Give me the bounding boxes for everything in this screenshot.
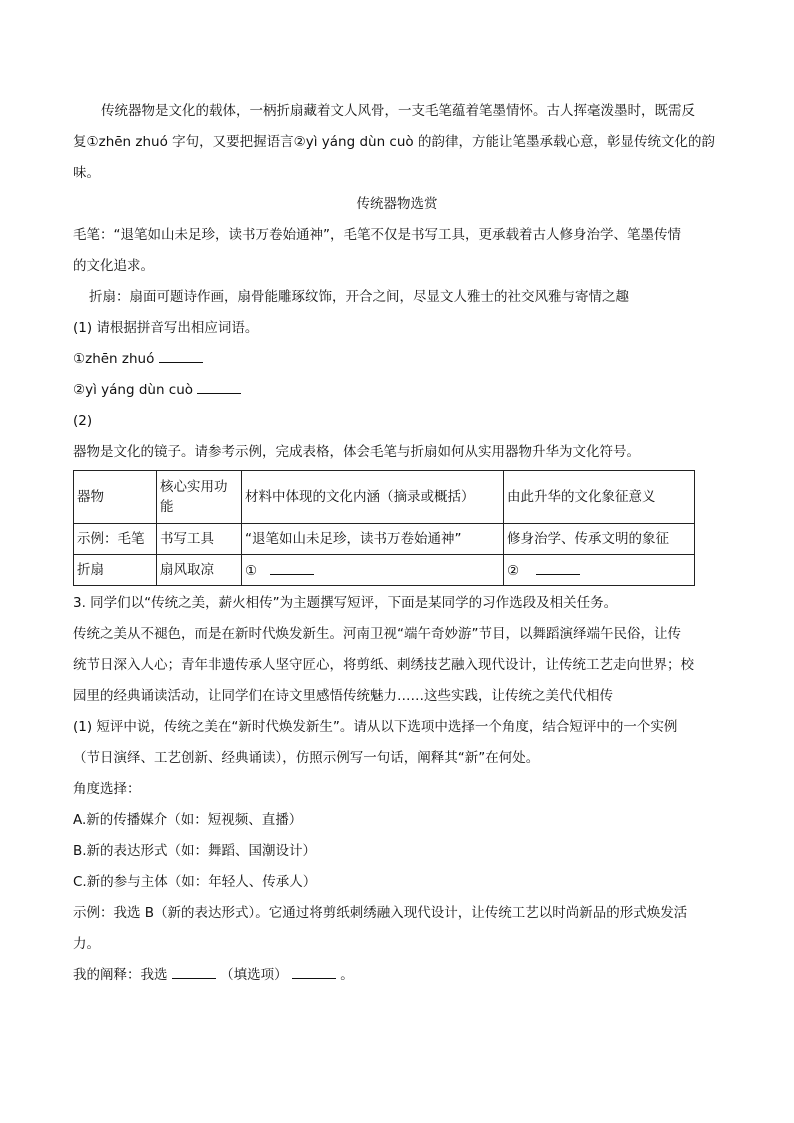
table-cell: 扇风取凉 <box>157 555 242 586</box>
brush-line-1: 毛笔：“退笔如山未足珍，读书万卷始通神”，毛笔不仅是书写工具，更承载着古人修身治学、笔墨传情 <box>73 227 681 243</box>
option-b: B.新的表达形式（如：舞蹈、国潮设计） <box>73 843 317 859</box>
table-answer-blank-2[interactable] <box>536 560 580 575</box>
q1-item-1 <box>73 344 721 375</box>
table-row <box>74 524 695 555</box>
table-row <box>74 555 695 586</box>
table-cell: 示例：毛笔 <box>74 524 157 555</box>
example-line-1: 示例：我选 B（新的表达形式）。它通过将剪纸刺绣融入现代设计，让传统工艺以时尚新品的形式焕发活 <box>73 905 688 921</box>
table-header-cell: 器物 <box>74 471 157 524</box>
answer-end: 。 <box>340 967 354 983</box>
q3-paragraph-line-1: 传统之美从不褪色，而是在新时代焕发新生。河南卫视“端午奇妙游”节目，以舞蹈演绎端午民俗，让传 <box>73 626 681 642</box>
answer-mid: （填选项） <box>220 967 288 983</box>
answer-line <box>73 960 721 991</box>
intro-line-1: 传统器物是文化的载体，一柄折扇藏着文人风骨，一支毛笔蕴着笔墨情怀。古人挥毫泼墨时，既需反 <box>101 103 695 119</box>
answer-prefix: 我的阐释：我选 <box>73 967 168 983</box>
answer-marker-2: ② <box>507 562 520 579</box>
option-a: A.新的传播媒介（如：短视频、直播） <box>73 812 303 828</box>
table-cell: 书写工具 <box>157 524 242 555</box>
table-cell: 修身治学、传承文明的象征 <box>504 524 695 555</box>
option-choice-blank[interactable] <box>172 964 216 979</box>
q1-item-1-pinyin: ①zhēn zhuó <box>73 351 155 367</box>
table-header-row <box>74 471 695 524</box>
section-title: 传统器物选赏 <box>356 196 438 212</box>
q1-item-2 <box>73 375 721 406</box>
table-cell: “退笔如山未足珍，读书万卷始通神” <box>242 524 504 555</box>
intro-line-2: 复①zhēn zhuó 字句，又要把握语言②yì yáng dùn cuò 的韵律，方能让笔墨承载心意，彰显传统文化的韵 <box>73 134 715 150</box>
answer-marker-1: ① <box>245 562 258 579</box>
q1-prompt: (1) 请根据拼音写出相应词语。 <box>73 320 259 336</box>
table-header-cell: 核心实用功能 <box>157 471 242 524</box>
q2-label: (2) <box>73 413 93 429</box>
brush-line-2: 的文化追求。 <box>73 258 154 274</box>
option-c: C.新的参与主体（如：年轻人、传承人） <box>73 874 317 890</box>
table-header-cell: 材料中体现的文化内涵（摘录或概括） <box>242 471 504 524</box>
q3-heading: 3. 同学们以“传统之美，薪火相传”为主题撰写短评，下面是某同学的习作选段及相关任务。 <box>73 595 618 611</box>
table-header-cell: 由此升华的文化象征意义 <box>504 471 695 524</box>
table-cell: 折扇 <box>74 555 157 586</box>
example-line-2: 力。 <box>73 936 100 952</box>
answer-blank-1[interactable] <box>159 348 203 363</box>
artifact-table <box>73 470 695 586</box>
q3-paragraph-line-3: 园里的经典诵读活动，让同学们在诗文里感悟传统魅力……这些实践，让传统之美代代相传 <box>73 688 613 704</box>
q3-paragraph-line-2: 统节日深入人心；青年非遗传承人坚守匠心，将剪纸、刺绣技艺融入现代设计，让传统工艺走向世界；校 <box>73 657 694 673</box>
answer-blank-2[interactable] <box>197 379 241 394</box>
table-answer-cell-2[interactable] <box>504 555 695 586</box>
q2-prompt: 器物是文化的镜子。请参考示例，完成表格，体会毛笔与折扇如何从实用器物升华为文化符号。 <box>73 444 640 460</box>
intro-line-3: 味。 <box>73 165 100 181</box>
fan-paragraph: 折扇：扇面可题诗作画，扇骨能雕琢纹饰，开合之间，尽显文人雅士的社交风雅与寄情之趣 <box>89 289 629 305</box>
table-answer-blank-1[interactable] <box>270 560 314 575</box>
q1-item-2-pinyin: ②yì yáng dùn cuò <box>73 382 194 398</box>
angle-label: 角度选择： <box>73 781 141 797</box>
table-answer-cell-1[interactable] <box>242 555 504 586</box>
explanation-blank[interactable] <box>292 964 336 979</box>
document-page <box>73 96 721 991</box>
q3-sub1-line-2: （节日演绎、工艺创新、经典诵读），仿照示例写一句话，阐释其“新”在何处。 <box>73 750 540 766</box>
q3-sub1-line-1: (1) 短评中说，传统之美在“新时代焕发新生”。请从以下选项中选择一个角度，结合短评中的一个实例 <box>73 719 678 735</box>
